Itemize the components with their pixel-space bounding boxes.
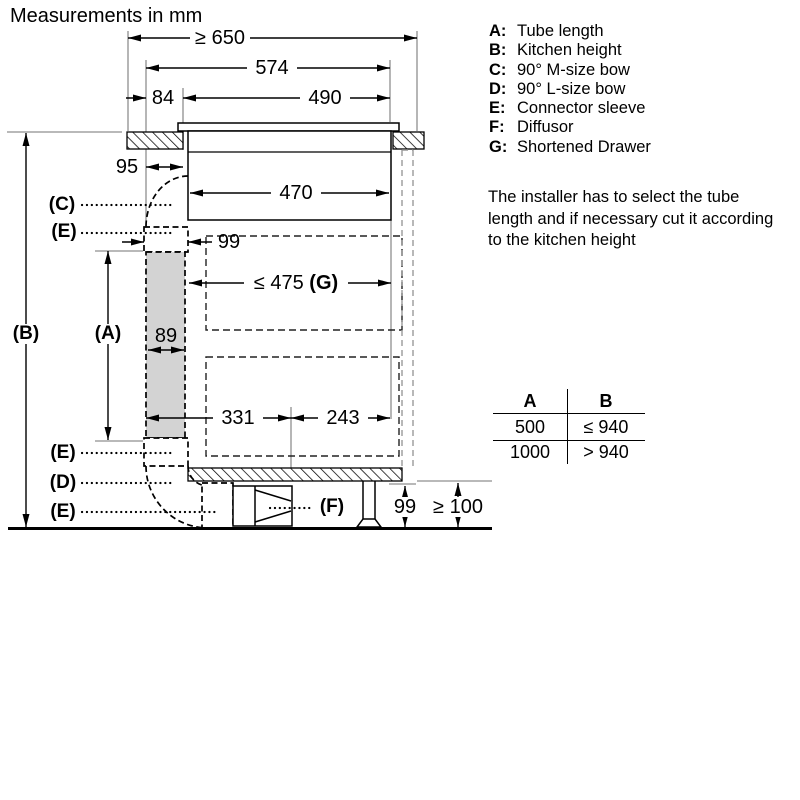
dim-475-value: ≤ 475: [253, 272, 304, 294]
legend-item: [489, 41, 789, 60]
part-label-e-mid: (E): [50, 442, 76, 463]
col-header-b: B: [599, 390, 613, 411]
dim-331: 331: [213, 408, 263, 428]
dim-490: 490: [300, 88, 350, 108]
table-header-row: [493, 389, 645, 413]
legend-item: [489, 22, 789, 41]
part-label-e-bottom: (E): [50, 501, 76, 522]
legend-label: Tube length: [517, 22, 604, 40]
dim-95: 95: [115, 156, 139, 178]
installer-note: The installer has to select the tube length and if necessary cut it according to the kitchen height: [488, 188, 774, 249]
tube-length-table: [493, 389, 645, 464]
dim-min-width: ≥ 650: [190, 28, 250, 48]
part-label-f: (F): [319, 496, 345, 517]
legend-key: A:: [489, 22, 507, 40]
dimension-lines: [26, 38, 458, 527]
furniture-foot: [357, 481, 381, 527]
part-label-d: (D): [49, 472, 77, 493]
legend-key: D:: [489, 79, 507, 98]
page-title: Measurements in mm: [10, 5, 203, 27]
dim-99-top: 99: [217, 231, 241, 253]
legend-label: 90° M-size bow: [517, 60, 630, 79]
legend-label: Shortened Drawer: [517, 137, 651, 156]
dimension-arrowheads: [23, 35, 462, 528]
cell-b: ≤ 940: [583, 416, 629, 437]
legend-item: [489, 99, 789, 118]
col-header-a: A: [493, 389, 568, 413]
furniture-shelf: [188, 468, 402, 481]
dim-99-bottom: 99: [383, 497, 427, 517]
dim-84: 84: [151, 87, 175, 109]
legend-key: B:: [489, 41, 507, 60]
sleeves-and-tube: [144, 227, 233, 528]
legend-item: [489, 118, 789, 137]
dim-470: 470: [271, 183, 321, 203]
legend-label: Diffusor: [517, 118, 574, 137]
part-label-a: (A): [86, 324, 130, 344]
legend-item: [489, 138, 789, 157]
dim-475: [244, 273, 348, 293]
table-row: [493, 441, 645, 464]
table-row: [493, 414, 645, 440]
connector-sleeve-top: [144, 227, 188, 252]
duct-channel: [402, 150, 413, 468]
legend-item: [489, 80, 789, 99]
legend-label: Connector sleeve: [517, 99, 646, 118]
legend-item: [489, 61, 789, 80]
hob-body: [178, 123, 399, 220]
part-label-e-top: (E): [51, 221, 77, 242]
legend: [489, 22, 789, 157]
diffusor: [233, 486, 292, 526]
part-label-c: (C): [48, 194, 76, 215]
legend-key: C:: [489, 60, 507, 79]
dim-574: 574: [247, 58, 297, 78]
legend-key: E:: [489, 99, 506, 118]
legend-label: Kitchen height: [517, 41, 622, 60]
m-size-bow: [146, 176, 188, 227]
legend-key: F:: [489, 118, 505, 137]
legend-label: 90° L-size bow: [517, 79, 626, 98]
connector-sleeve-bottom: [202, 483, 233, 528]
dim-89: 89: [154, 325, 178, 347]
legend-key: G:: [489, 137, 508, 156]
cell-a: 1000: [493, 441, 568, 464]
dim-475-g-ref: (G): [309, 272, 339, 294]
cell-a: 500: [493, 414, 568, 440]
dim-243: 243: [318, 408, 368, 428]
cell-b: > 940: [583, 442, 629, 462]
dim-min-clearance: ≥ 100: [426, 497, 490, 517]
part-label-b: (B): [4, 324, 48, 344]
